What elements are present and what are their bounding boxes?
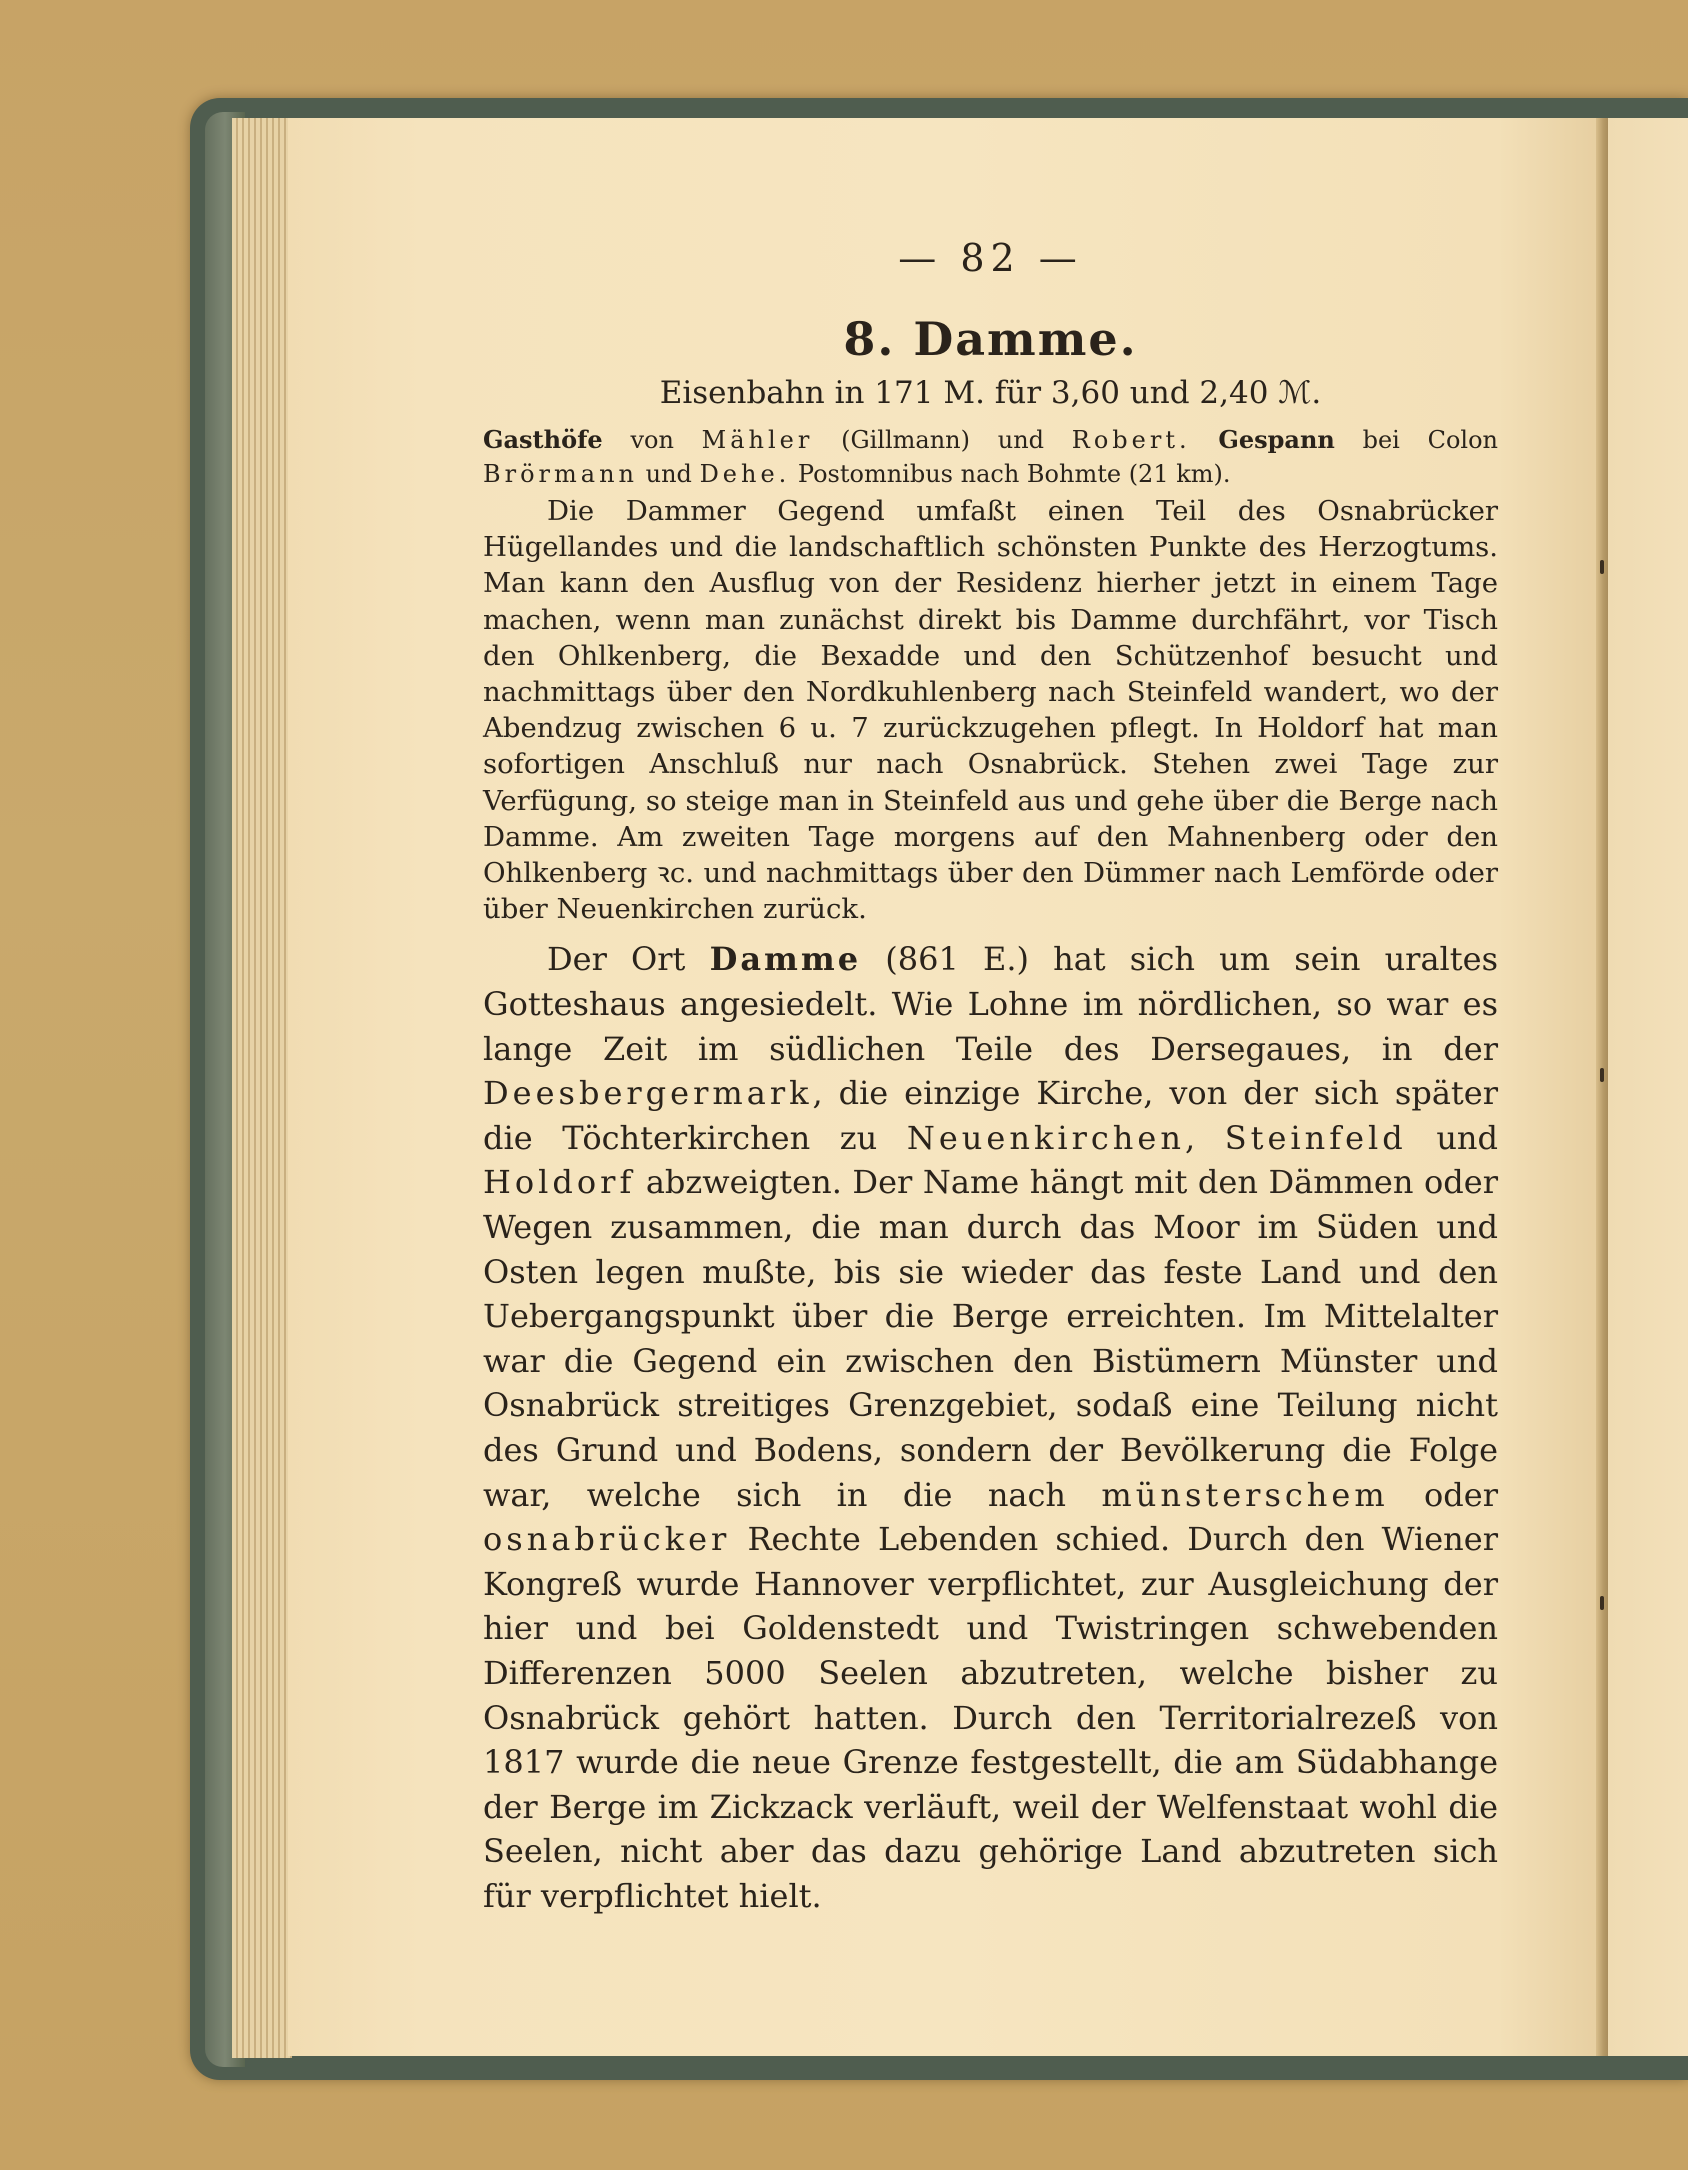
- page-content: [483, 235, 1498, 1919]
- emphasized-word: münsterschem: [1101, 1475, 1389, 1514]
- hotel-label: Gasthöfe: [483, 425, 603, 454]
- hotel-text: von: [602, 426, 702, 454]
- place-name: Neuenkirchen: [906, 1118, 1185, 1157]
- hotel-text: bei Colon: [1334, 426, 1498, 454]
- text-run: ,: [1184, 1118, 1225, 1157]
- page-gutter: [1596, 118, 1608, 2056]
- paragraph-region: Die Dammer Gegend umfaßt einen Teil des Osnabrücker Hügellandes und die landschaftlich schönsten Punkte des Herzogtums. Man kann den Ausflug von der Residenz hierher jetzt in einem Tage machen, wenn man zunächst direkt bis Damme durchfährt, vor Tisch den Ohlkenberg, die Bexadde und den Schützenhof besucht und nachmittags über den Nordkuhlenberg nach Steinfeld wandert, wo der Abendzug zwischen 6 u. 7 zurückzugehen pflegt. In Holdorf hat man sofortigen Anschluß nur nach Osnabrück. Stehen zwei Tage zur Verfügung, so steige man in Steinfeld aus und gehe über die Berge nach Damme. Am zweiten Tage morgens auf den Mahnenberg oder den Ohlkenberg ꝛc. und nachmittags über den Dümmer nach Lemförde oder über Neuenkirchen zurück.: [483, 495, 1498, 926]
- place-name: Damme: [709, 940, 862, 979]
- carriage-name: Dehe.: [699, 460, 791, 488]
- page-number: — 82 —: [898, 236, 1083, 280]
- emphasized-word: osnabrücker: [483, 1520, 731, 1559]
- hotel-info: [483, 423, 1498, 491]
- omnibus-info: Postomnibus nach Bohmte (21 km).: [790, 460, 1231, 488]
- chapter-title: 8. Damme.: [843, 312, 1138, 366]
- text-run: und: [1406, 1118, 1499, 1157]
- hotel-text: [1191, 426, 1219, 454]
- place-name: Steinfeld: [1224, 1118, 1407, 1157]
- text-run: oder: [1388, 1475, 1499, 1514]
- page-mark: [1600, 1596, 1604, 1610]
- hotel-text: und: [638, 460, 700, 488]
- page-edges: [232, 118, 292, 2058]
- railway-info: Eisenbahn in 171 M. für 3,60 und 2,40 ℳ.: [659, 375, 1322, 411]
- hotel-name: Mähler: [701, 426, 814, 454]
- text-run: , die einzige Kirche, von der sich später die Töchterkirchen zu: [483, 1074, 1498, 1157]
- text-run: (861 E.) hat sich um sein uraltes Gotteshaus angesiedelt. Wie Lohne im nördlichen, so war es lange Zeit im südlichen Teile des Dersegaues, in der: [483, 940, 1499, 1068]
- text-run: Rechte Lebenden schied. Durch den Wiener Kongreß wurde Hannover verpflichtet, zur Ausgleichung der hier und bei Goldenstedt und Twistringen schwebenden Differenzen 5000 Seelen abzutreten, welche bisher zu Osnabrück gehört hatten. Durch den Territorialrezeß von 1817 wurde die neue Grenze festgestellt, die am Südabhange der Berge im Zickzack verläuft, weil der Welfenstaat wohl die Seelen, nicht aber das dazu gehörige Land abzutreten sich für verpflichtet hielt.: [483, 1520, 1498, 1915]
- text-run: Der Ort: [547, 940, 710, 979]
- hotel-text: (Gillmann) und: [813, 426, 1072, 454]
- facing-page-edge: [1608, 118, 1688, 2056]
- place-name: Holdorf: [483, 1163, 636, 1202]
- paragraph-town: [483, 937, 1498, 1918]
- page-mark: [1600, 560, 1604, 574]
- text-run: abzweigten. Der Name hängt mit den Dämmen oder Wegen zusammen, die man durch das Moor im Süden und Osten legen mußte, bis sie wieder das feste Land und den Uebergangspunkt über die Berge erreichten. Im Mittelalter war die Gegend ein zwischen den Bistümern Münster und Osnabrück streitiges Grenzgebiet, sodaß eine Teilung nicht des Grund und Bodens, sondern der Bevölkerung die Folge war, welche sich in die nach: [483, 1163, 1498, 1514]
- carriage-name: Brörmann: [483, 460, 639, 488]
- page-mark: [1600, 1068, 1604, 1082]
- hotel-name: Robert.: [1071, 426, 1191, 454]
- place-name: Deesbergermark: [483, 1074, 813, 1113]
- carriage-label: Gespann: [1218, 425, 1335, 454]
